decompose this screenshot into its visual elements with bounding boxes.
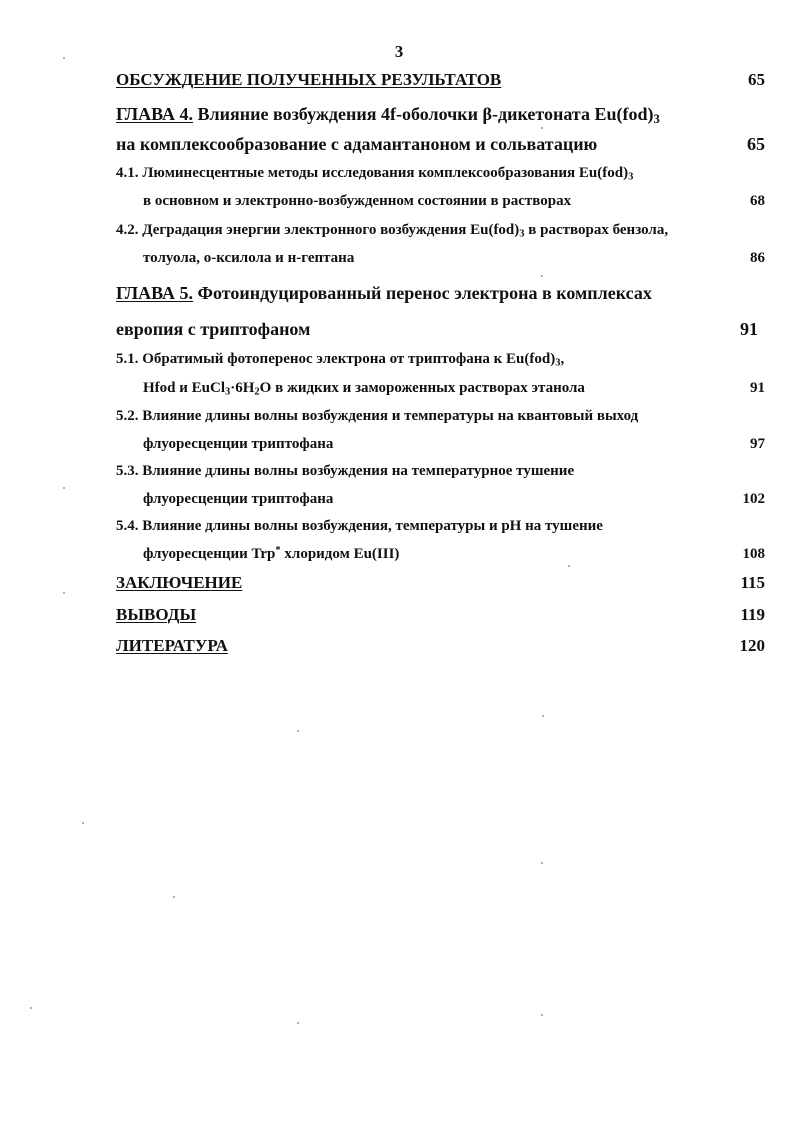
section-5-4-line1: 5.4. Влияние длины волны возбуждения, температуры и pH на тушение [116,518,603,534]
scan-speck [63,57,65,59]
section-5-1-line1b: , [560,351,565,367]
toc-page-5-1: 91 [750,380,765,396]
section-4-2-line1b: в растворах бензола, [524,222,669,238]
scan-speck [541,862,543,864]
section-5-1-line2b: ·6H [230,380,255,396]
section-5-2-line2: флуоресценции триптофана [143,436,334,452]
scan-speck [63,592,65,594]
toc-page-5-3: 102 [742,491,765,507]
toc-page-4-1: 68 [750,193,765,209]
scan-speck [173,896,175,898]
section-5-3-line1: 5.3. Влияние длины волны возбуждения на температурное тушение [116,463,575,479]
toc-page-5-2: 97 [750,436,765,452]
scan-speck [297,1022,299,1024]
toc-title-findings: ВЫВОДЫ [116,605,197,624]
scan-speck [297,730,299,732]
scan-speck [541,1014,543,1016]
section-5-1-sub-h: 2 [254,386,260,398]
toc-page-references: 120 [739,636,765,655]
chapter-5-title-a: Фотоиндуцированный перенос электрона в комплексах [193,283,652,303]
scan-speck [542,715,544,717]
toc-title-conclusion: ЗАКЛЮЧЕНИЕ [116,573,243,592]
section-5-1-sub: 3 [555,357,561,369]
section-5-1-sub-cl: 3 [225,386,231,398]
toc-page-discussion: 65 [748,70,765,89]
chapter-5-title-b: европия с триптофаном [116,319,311,339]
section-4-1-sub: 3 [628,171,634,183]
toc-page-chapter-5: 91 [740,319,758,339]
toc-page-4-2: 86 [750,250,765,266]
section-5-3-line2: флуоресценции триптофана [143,491,334,507]
section-4-2-line1a: 4.2. Деградация энергии электронного возбуждения Eu(fod) [116,222,520,238]
section-5-1-line2a: Hfod и EuCl [143,380,225,396]
scan-speck [541,127,543,129]
toc-page-findings: 119 [740,605,765,624]
toc-title-discussion: ОБСУЖДЕНИЕ ПОЛУЧЕННЫХ РЕЗУЛЬТАТОВ [116,70,502,89]
section-4-1-line2: в основном и электронно-возбужденном состоянии в растворах [143,193,572,209]
scan-speck [82,822,84,824]
chapter-5-label: ГЛАВА 5. [116,283,194,303]
chapter-4-label: ГЛАВА 4. [116,104,194,124]
toc-page-5-4: 108 [742,546,765,562]
toc-page-conclusion: 115 [740,573,765,592]
scan-speck [541,275,543,277]
scan-speck [30,1007,32,1009]
section-5-4-line2b: хлоридом Eu(III) [280,546,400,562]
section-5-4-sup: * [275,544,281,556]
chapter-4-title-b: на комплексообразование с адамантаноном и сольватацию [116,134,598,154]
section-4-2-sub: 3 [519,228,525,240]
section-5-2-line1: 5.2. Влияние длины волны возбуждения и температуры на квантовый выход [116,408,639,424]
page-number: 3 [394,42,404,61]
scan-speck [63,487,65,489]
chapter-4-sub: 3 [653,112,660,127]
toc-page-chapter-4: 65 [747,134,765,154]
section-4-2-line2: толуола, о-ксилола и н-гептана [143,250,355,266]
chapter-4-title-a: Влияние возбуждения 4f-оболочки β-дикетоната Eu(fod) [193,104,654,124]
scan-speck [568,565,570,567]
section-5-1-line2c: O в жидких и замороженных растворах этанола [259,380,585,396]
section-5-1-line1a: 5.1. Обратимый фотоперенос электрона от триптофана к Eu(fod) [116,351,556,367]
toc-title-references: ЛИТЕРАТУРА [116,636,228,655]
section-5-4-line2a: флуоресценции Trp [143,546,276,562]
section-4-1-line1: 4.1. Люминесцентные методы исследования комплексообразования Eu(fod) [116,165,629,181]
